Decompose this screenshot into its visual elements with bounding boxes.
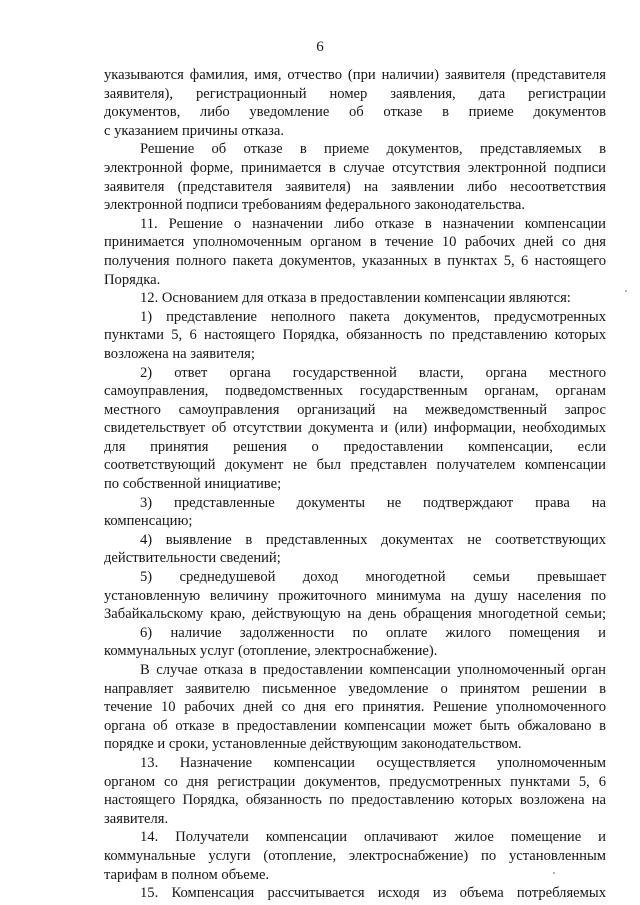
text-line: электронной форме, принимается в случае отсутствия электронной подписи [104,159,606,176]
text-line: местного самоуправления организаций на межведомственный запрос [104,401,606,418]
text-line: 2) ответ органа государственной власти, органа местного [140,364,606,381]
text-line: коммунальные услуги (отопление, электроснабжение) по установленным [104,847,606,864]
text-line: заявителя (представителя заявителя) на заявлении либо несоответствия [104,178,606,195]
text-line: 5) среднедушевой доход многодетной семьи превышает [140,569,606,586]
text-line: получения полного пакета документов, указанных в пунктах 5, 6 настоящего [104,252,606,269]
text-line: 11. Решение о назначении либо отказе в назначении компенсации [140,215,606,232]
text-line: принимается уполномоченным органом в течение 10 рабочих дней со дня [104,234,606,251]
text-line: по собственной инициативе; [104,476,282,493]
text-line: В случае отказа в предоставлении компенсации уполномоченный орган [140,662,606,678]
text-line: самоуправления, подведомственных государственным органам, органам [104,383,606,400]
text-line: 13. Назначение компенсации осуществляется уполномоченным [140,754,606,771]
text-line: установленную величину прожиточного минимума на душу населения по [104,587,606,604]
text-line: направляет заявителю письменное уведомление о принятом решении в [104,680,606,697]
text-line: электронной подписи требованиям федерального законодательства. [104,197,526,214]
text-line: коммунальных услуг (отопление, электроснабжение). [104,643,438,660]
text-line: заявителя. [104,810,169,827]
text-line: свидетельствует об отсутствии документа и (или) информации, необходимых [104,420,606,437]
text-line: возложена на заявителя; [104,345,255,362]
text-line: пунктами 5, 6 настоящего Порядка, обязанность по представлению которых [104,327,606,344]
text-line: указываются фамилия, имя, отчество (при наличии) заявителя (представителя [104,67,606,83]
text-line: течение 10 рабочих дней со дня его принятия. Решение уполномоченного [104,699,606,716]
text-line: с указанием причины отказа. [104,122,285,139]
text-line: органа об отказе в предоставлении компенсации может быть обжаловано в [104,717,606,734]
text-line: порядке и сроки, установленные действующим законодательством. [104,736,522,753]
text-line: действительности сведений; [104,550,281,567]
text-line: органом со дня регистрации документов, предусмотренных пунктами 5, 6 [104,773,606,790]
text-line: документов, либо уведомление об отказе в приеме документов [104,104,606,121]
text-line: 15. Компенсация рассчитывается исходя из объема потребляемых [140,885,606,902]
text-line: 3) представленные документы не подтверждают права на [140,494,606,511]
text-line: соответствующий документ не был представлен получателем компенсации [104,457,606,474]
text-line: заявителя), регистрационный номер заявления, дата регистрации [104,85,606,102]
text-line: 14. Получатели компенсации оплачивают жилое помещение и [140,829,606,846]
text-line: 1) представление неполного пакета документов, предусмотренных [140,308,606,325]
text-line: Порядка. [104,271,161,288]
text-line: 12. Основанием для отказа в предоставлении компенсации являются: [140,290,571,307]
text-line: компенсацию; [104,513,193,530]
scan-speck [625,290,627,292]
text-line: Забайкальскому краю, действующую на день обращения многодетной семьи; [104,606,606,623]
scan-speck [553,872,555,874]
text-line: Решение об отказе в приеме документов, представляемых в [140,141,606,158]
page-number: 6 [316,39,324,55]
text-line: 6) наличие задолженности по оплате жилого помещения и [140,624,606,641]
text-line: для принятия решения о предоставлении компенсации, если [104,438,606,455]
text-line: 4) выявление в представленных документах не соответствующих [140,531,606,548]
text-line: тарифам в полном объеме. [104,866,270,883]
text-line: настоящего Порядка, обязанность по предоставлению которых возложена на [104,792,606,809]
document-body [104,66,606,903]
